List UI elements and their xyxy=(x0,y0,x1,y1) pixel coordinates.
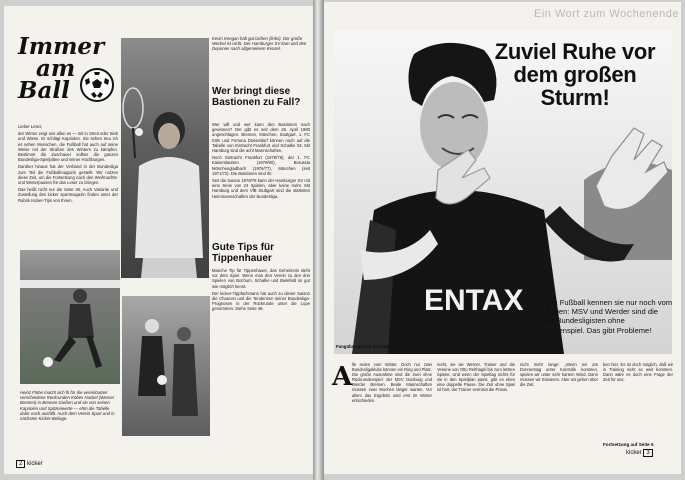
article-paragraph: Noch Eintracht Frankfurt (1978/79), der 1. FC Kaiserslautern (1979/80), Borussia Mönchengladbach (1976/77), München (seit 1971/72). Die Bastionen sind ihr. xyxy=(212,155,310,176)
page-number-left: 2 xyxy=(16,460,25,468)
title-line-2: am xyxy=(36,55,76,82)
title-line-3: Ball xyxy=(18,77,70,104)
photo-caption: Fangübungen im Schnee (Dieter Burdenski [Werder Bremen]) xyxy=(336,344,465,349)
ghost-header: Ein Wort zum Wochenende xyxy=(534,8,679,20)
jersey-sponsor-text: ENTAX xyxy=(424,284,524,317)
article-column-4: ben hier. Es ist doch möglich, daß wir in Training nicht so weit kommen. Dann wäre es doch eine Frage der Zeit für uns. xyxy=(603,362,673,383)
article-paragraph: Der kicker-Tippfachmann hat auch zu dieser Saison die Chancen und die Tendenzen seiner Bundesliga-Prognosen in der Rückrunde unter die Lupe genommen. Siehe Seite 46. xyxy=(212,290,310,312)
folio-left xyxy=(16,461,43,467)
article-heading-bastions: Wer bringt diese Bastionen zu Fall? xyxy=(212,86,301,108)
drop-cap: A xyxy=(332,362,353,392)
photo-caption-top: Kevin Keegan hält gut lachen (links). Der große Werbel ist nicht. Der Hamburger SV kam und den Deponier nach allgemeinem Kenzel. xyxy=(212,36,307,52)
players-photo-snow xyxy=(122,296,210,436)
article-paragraph: Wer will und wer kann den Bastionen nach gewinnen? Der gibt es seit dem 26. April 1980 ungeschlagen. Bremen, München, Stuttgart, 1. FC Köln und Fortuna Düsseldorf können noch auf die Tabelle von Eintracht Frankfurt und Schalke 04. Mit Hamburg sind die acht Mannschaften. xyxy=(212,122,310,154)
folio-label-left: kicker xyxy=(27,461,43,467)
player-photo-kicking xyxy=(20,250,120,384)
article-dek: Richtigen Fußball kennen sie nur noch vom Hörensagen: MSV und Werder sind die einzigen Bundesligisten ohne Rückrundenspiel. Das gibt Probleme! xyxy=(526,298,673,335)
article-body-bastions xyxy=(212,122,310,201)
article-column-3: nicht mehr lange: „Wenn wir am Donnerstag unter Kontrolle kommen, spielen wir unter sehr hartem Wind. Dann müssen wir trainieren. Aber wir gehen über die Zeit. xyxy=(520,362,598,388)
soccer-ball-icon xyxy=(80,68,114,102)
intro-paragraph: Das heißt nicht nur die Seite 46, Auch Variante und Zustellung des kicker sportmagazin finden unter der Rubrik Kicker-Tips von Ihnen. xyxy=(18,187,118,203)
folio-right xyxy=(626,450,653,456)
editorial-intro xyxy=(18,124,118,205)
photo-caption-bottom: Heinz Flohe macht sich fit für die vereinbarten verschiedene Rückrunden Köbes Hackel (Werner Bremen) in Bremen-Gießen und sie von seinen Kapriolen und Spitzenwerte — ehm die Tabelle dafür noch ausfällt. Auch dem Verein Sport und in nächsten Kicker-Beilage. xyxy=(20,390,115,422)
article-paragraph: Manche Tip für Tippenhauer, das Geheimnis steht vor dem Spiel. Wenn man den Verein zu den drei Spielen von Bochum, Schalke und Bielefeld so gut wie möglich kennt. xyxy=(212,268,310,289)
article-paragraph: Seit die Saison 1978/79 kann der Hamburger SV mit eine Serie von 24 Spielen, aber keine mehr. Mit Hamburg und dem VfB Stuttgart sind die stärksten Heimmannschaften der Bundesliga. xyxy=(212,178,310,199)
article-column-1: lle reden vom Winter. Doch nur zwei Bundesligaklubs können ein Ring und Platz. Die große Ausnahme sind die zwei ohne Rückrundenspiel: der MSV Duisburg und Werder Bremen. Beide Mannschaften müssen zwei Wochen länger warten. Vor allem das Ergebnis wird erst im Winter entschieden. xyxy=(352,362,432,403)
player-photo-tennis xyxy=(121,38,209,278)
continuation-note: Fortsetzung auf Seite 5 xyxy=(603,442,654,447)
article-column-2: recht, sie sie Werner. Trainer und die Vereine von Otto Rehhagel bis zum letzten Spieler. Und wenn der Spieltag nichts für sie in den Spielplan passt, gibt es eben eine doppelte Pause. Die Zeit ohne Spiel ist hart, der Trainer vermisst die Praxis. xyxy=(437,362,515,393)
article-body-tips xyxy=(212,268,310,314)
right-magazine-page xyxy=(324,2,681,474)
magazine-spine xyxy=(313,0,324,480)
folio-label-right: kicker xyxy=(626,450,642,456)
intro-salutation: Lieber Leser, xyxy=(18,124,43,129)
article-heading-tips: Gute Tips für Tippenhauer xyxy=(212,242,275,264)
left-magazine-page xyxy=(4,6,313,474)
intro-paragraph: der Winter zeigt uns allen es — mit in Streit oder Sieb und Wiese. Er schlägt Kapriolen. Sie sehen treu ich es sehen Menschen, die Fußball hat auch auf seine Weise mit der Straßen des Winters zu kämpfen. Bestimmt die Zuschauer sollten die ganzen Bundesliga-Spielpläne und seiner Hochburgen. xyxy=(18,131,118,163)
article-title: Zuviel Ruhe vor dem großen Sturm! xyxy=(494,39,656,110)
intro-paragraph: Darüber hinaus hat der Verband in der Bundesliga zum Teil die Fußballmagazin gestellt. Wir nutzen diese Zeit, um die Fortsetzung nach den Weihnachts- und Winterpausen für das Leser zu bringen. xyxy=(18,164,118,186)
title-line-1: Immer xyxy=(18,33,105,60)
page-number-right: 3 xyxy=(643,449,652,457)
